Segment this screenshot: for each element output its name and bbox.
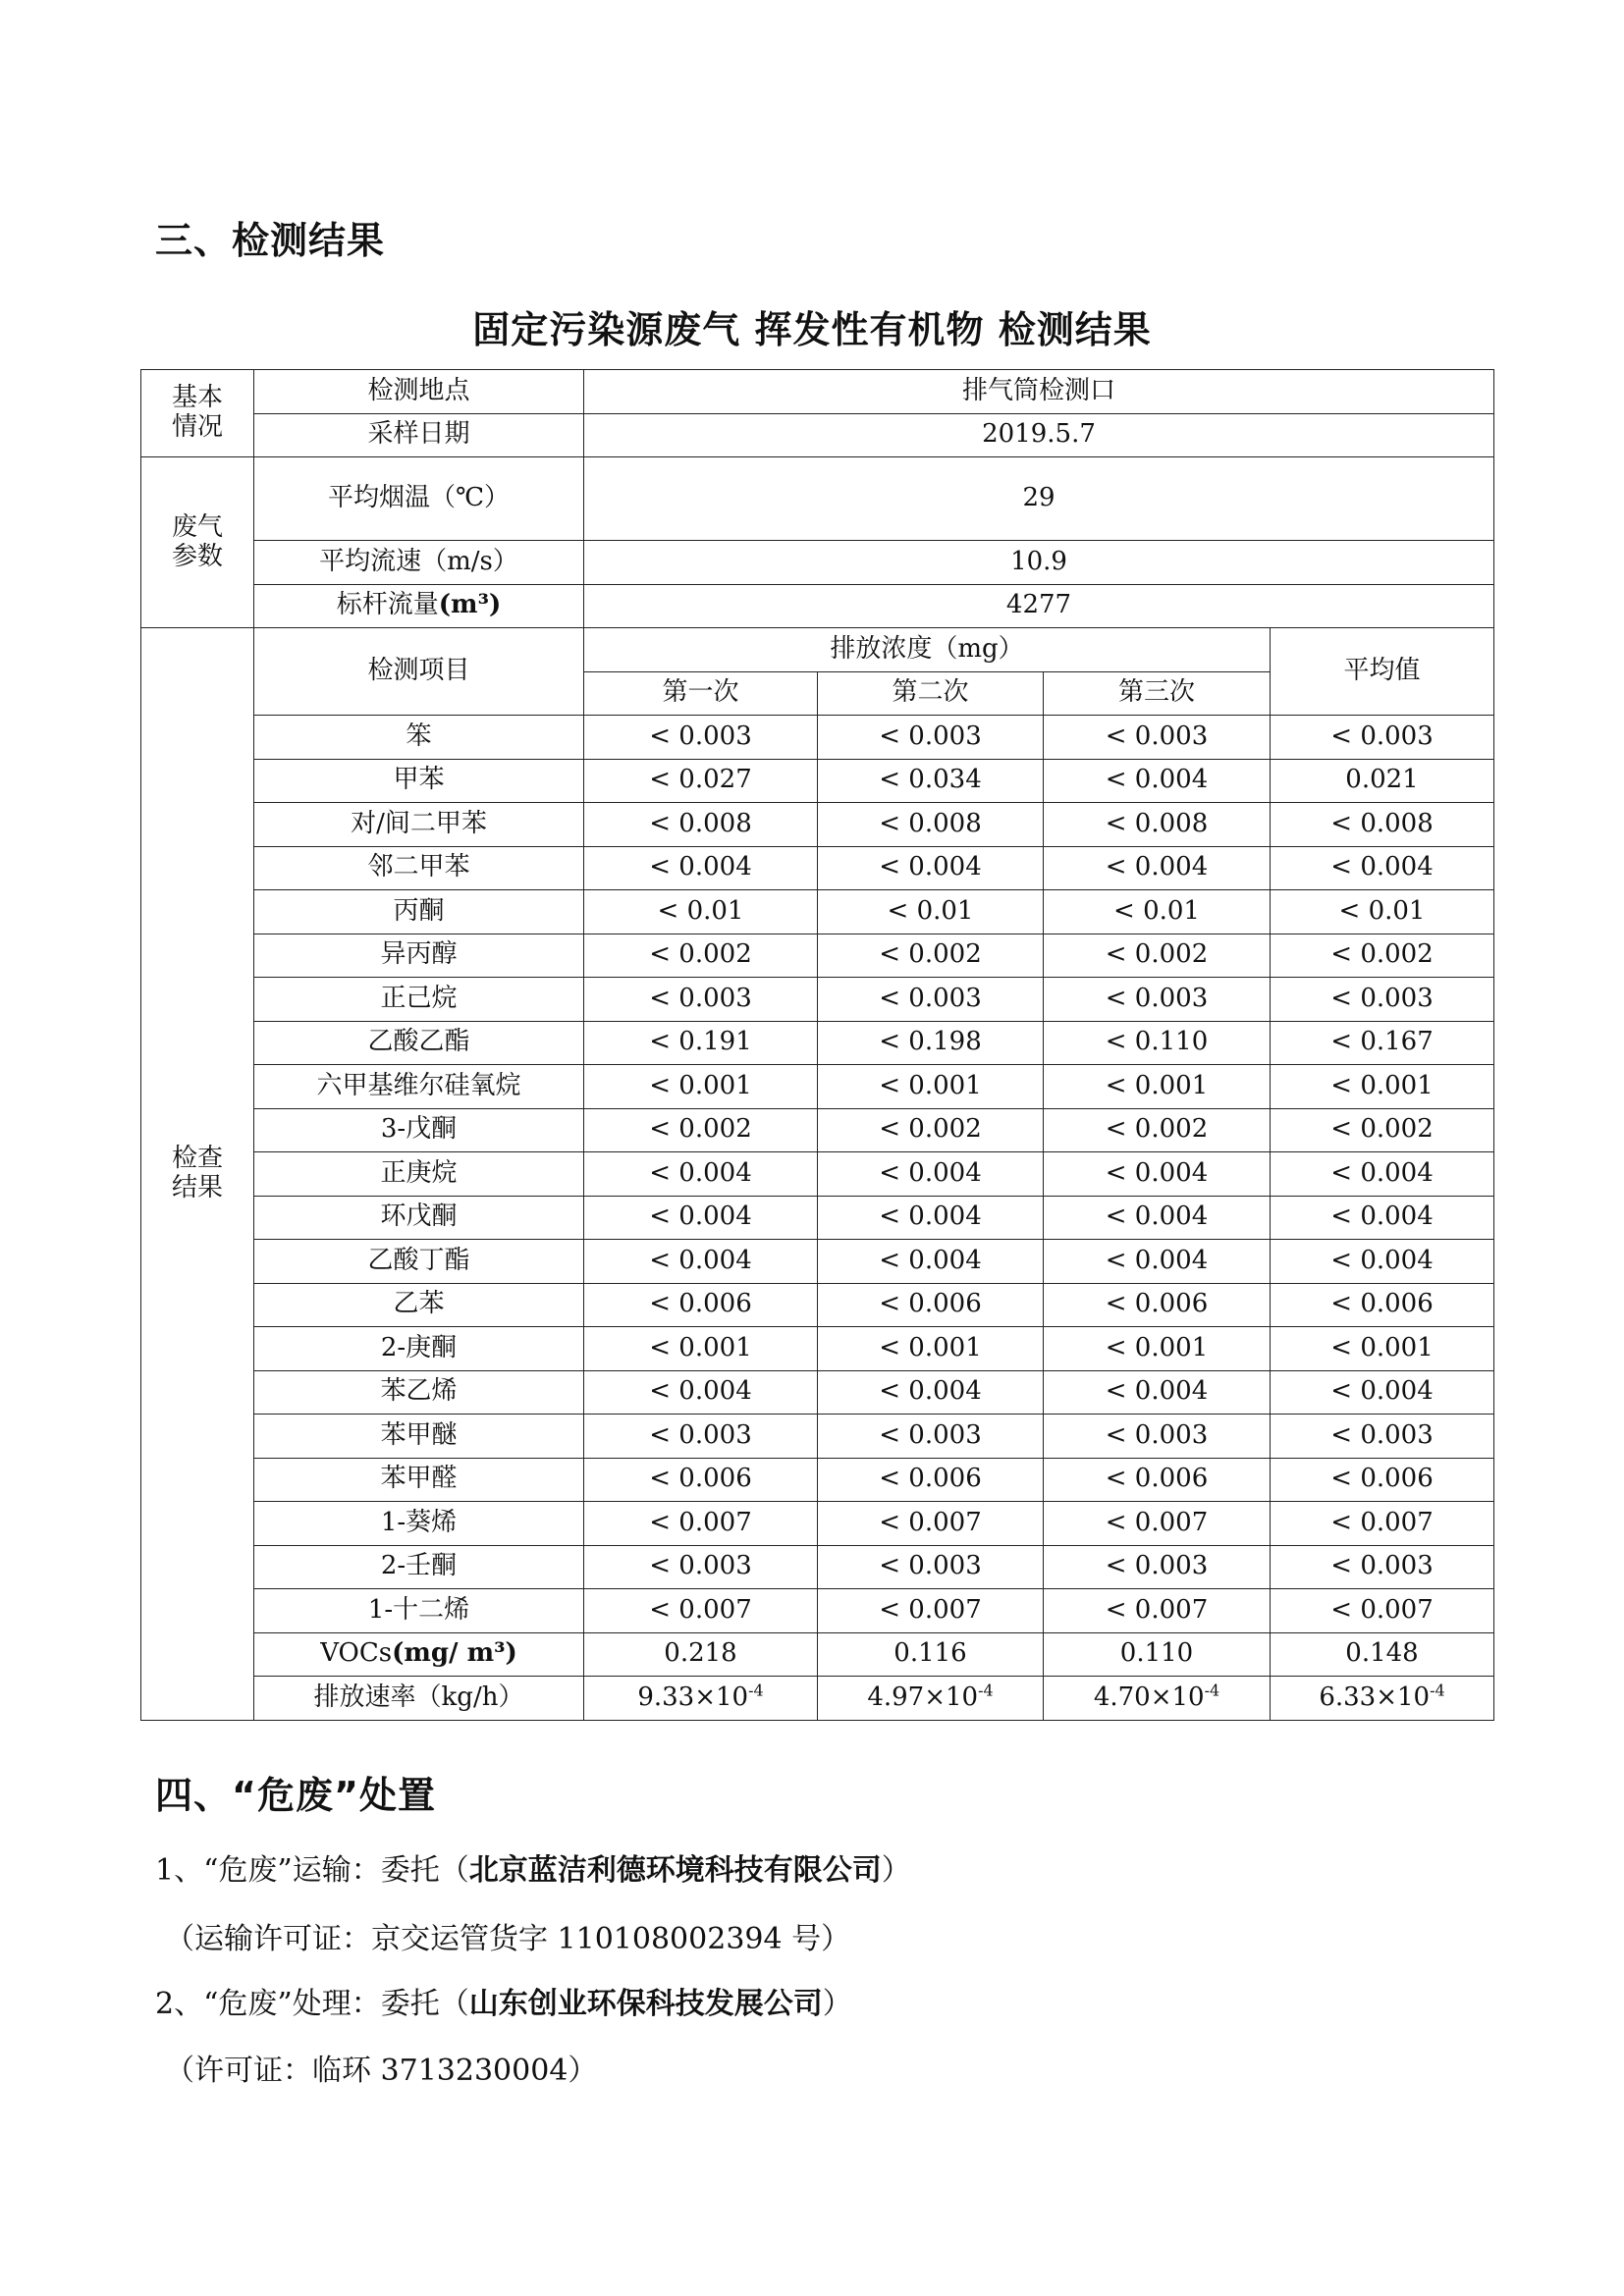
flow-label-unit: (m³) — [438, 590, 502, 620]
rate-mantissa: 9.33×10 — [637, 1682, 749, 1712]
table-row — [141, 978, 1494, 1022]
run-value: 0.218 — [584, 1632, 818, 1677]
table-row — [141, 1283, 1494, 1327]
average-value: < 0.003 — [1271, 978, 1494, 1022]
run-value: < 0.034 — [818, 759, 1044, 803]
process-company: 山东创业环保科技发展公司 — [468, 1987, 823, 2021]
run-value: < 0.003 — [1044, 716, 1271, 760]
vocs-label-unit: (mg/ m³) — [392, 1638, 517, 1669]
run-value: < 0.01 — [818, 890, 1044, 934]
transport-prefix: 1、“危废”运输：委托（ — [155, 1853, 469, 1888]
table-row — [141, 413, 1494, 457]
row-value: 29 — [584, 457, 1494, 541]
table-row — [141, 1632, 1494, 1677]
item-name: 乙酸丁酯 — [254, 1240, 584, 1284]
run-value: < 0.007 — [1044, 1502, 1271, 1546]
item-name: 乙苯 — [254, 1283, 584, 1327]
item-name: 2-壬酮 — [254, 1545, 584, 1589]
item-name: 苯乙烯 — [254, 1370, 584, 1415]
row-value: 10.9 — [584, 541, 1494, 585]
run-value: < 0.003 — [1044, 1545, 1271, 1589]
run-value: < 0.007 — [584, 1589, 818, 1633]
table-row — [141, 759, 1494, 803]
run-value: < 0.002 — [1044, 1108, 1271, 1152]
table-row — [141, 1196, 1494, 1240]
table-row — [141, 1065, 1494, 1109]
run-value: < 0.002 — [584, 1108, 818, 1152]
group-label-results: 检查 结果 — [141, 628, 254, 1721]
run-value: < 0.003 — [584, 978, 818, 1022]
run-value: < 0.003 — [584, 1545, 818, 1589]
run-value: < 0.003 — [818, 978, 1044, 1022]
run-value: < 0.004 — [818, 1370, 1044, 1415]
run-value: < 0.003 — [818, 716, 1044, 760]
table-row — [141, 457, 1494, 541]
table-row — [141, 370, 1494, 414]
average-value: < 0.004 — [1271, 1196, 1494, 1240]
run-value: < 0.001 — [1044, 1065, 1271, 1109]
table-row — [141, 1240, 1494, 1284]
run-value: < 0.004 — [584, 1152, 818, 1197]
run-value: < 0.004 — [584, 1196, 818, 1240]
item-name: 1-葵烯 — [254, 1502, 584, 1546]
run-value: < 0.004 — [1044, 846, 1271, 890]
table-row — [141, 803, 1494, 847]
item-name: 异丙醇 — [254, 934, 584, 978]
row-label: 检测地点 — [254, 370, 584, 414]
run-value: < 0.004 — [1044, 1196, 1271, 1240]
average-value: 0.148 — [1271, 1632, 1494, 1677]
table-row — [141, 1458, 1494, 1502]
table-row — [141, 890, 1494, 934]
run-value: < 0.007 — [584, 1502, 818, 1546]
run-value: < 0.003 — [584, 1415, 818, 1459]
table-row — [141, 1502, 1494, 1546]
item-name: 笨 — [254, 716, 584, 760]
flow-label-text: 标杆流量 — [336, 590, 439, 620]
column-header-average: 平均值 — [1271, 628, 1494, 716]
average-value: < 0.003 — [1271, 716, 1494, 760]
rate-mantissa: 6.33×10 — [1319, 1682, 1431, 1712]
section-heading-results: 三、检测结果 — [155, 219, 386, 262]
item-name: 乙酸乙酯 — [254, 1021, 584, 1065]
item-name: 正己烷 — [254, 978, 584, 1022]
table-row — [141, 716, 1494, 760]
item-name: 对/间二甲苯 — [254, 803, 584, 847]
average-value: < 0.004 — [1271, 1370, 1494, 1415]
transport-company: 北京蓝洁利德环境科技有限公司 — [468, 1853, 882, 1888]
run-value: < 0.027 — [584, 759, 818, 803]
results-table — [140, 369, 1494, 1721]
average-value: < 0.167 — [1271, 1021, 1494, 1065]
run-value: < 0.003 — [1044, 978, 1271, 1022]
run-value: < 0.006 — [818, 1283, 1044, 1327]
run-value: 0.116 — [818, 1632, 1044, 1677]
table-row — [141, 1677, 1494, 1721]
average-value: < 0.006 — [1271, 1458, 1494, 1502]
row-value: 4277 — [584, 584, 1494, 628]
run-value: < 0.007 — [818, 1589, 1044, 1633]
column-header-run: 第三次 — [1044, 671, 1271, 716]
table-row — [141, 1108, 1494, 1152]
item-name: 正庚烷 — [254, 1152, 584, 1197]
column-header-run: 第二次 — [818, 671, 1044, 716]
average-value: < 0.01 — [1271, 890, 1494, 934]
vocs-label — [254, 1632, 584, 1677]
group-label-basic: 基本 情况 — [141, 370, 254, 457]
run-value: < 0.01 — [1044, 890, 1271, 934]
table-row — [141, 584, 1494, 628]
rate-value — [818, 1677, 1044, 1721]
column-header-run: 第一次 — [584, 671, 818, 716]
run-value: < 0.007 — [1044, 1589, 1271, 1633]
run-value: < 0.001 — [584, 1065, 818, 1109]
row-label — [254, 584, 584, 628]
run-value: < 0.004 — [818, 1152, 1044, 1197]
section-heading-disposal: 四、“危废”处置 — [155, 1774, 436, 1817]
rate-exponent: -4 — [748, 1681, 764, 1700]
item-name: 3-戊酮 — [254, 1108, 584, 1152]
average-value: < 0.001 — [1271, 1065, 1494, 1109]
average-value: < 0.002 — [1271, 934, 1494, 978]
item-name: 苯甲醛 — [254, 1458, 584, 1502]
run-value: < 0.001 — [818, 1327, 1044, 1371]
average-value: < 0.002 — [1271, 1108, 1494, 1152]
run-value: < 0.006 — [1044, 1283, 1271, 1327]
run-value: < 0.004 — [818, 846, 1044, 890]
average-value: < 0.003 — [1271, 1545, 1494, 1589]
run-value: < 0.006 — [584, 1283, 818, 1327]
process-line — [155, 1979, 852, 2022]
table-row — [141, 1545, 1494, 1589]
average-value: < 0.008 — [1271, 803, 1494, 847]
run-value: < 0.007 — [818, 1502, 1044, 1546]
table-row — [141, 846, 1494, 890]
average-value: < 0.004 — [1271, 1240, 1494, 1284]
run-value: < 0.002 — [584, 934, 818, 978]
run-value: < 0.004 — [1044, 1240, 1271, 1284]
run-value: < 0.004 — [1044, 1152, 1271, 1197]
average-value: 0.021 — [1271, 759, 1494, 803]
rate-label: 排放速率（kg/h） — [254, 1677, 584, 1721]
rate-value — [1044, 1677, 1271, 1721]
table-header-row — [141, 628, 1494, 672]
rate-exponent: -4 — [978, 1681, 994, 1700]
average-value: < 0.003 — [1271, 1415, 1494, 1459]
table-row — [141, 1370, 1494, 1415]
table-row — [141, 1589, 1494, 1633]
average-value: < 0.004 — [1271, 1152, 1494, 1197]
run-value: 0.110 — [1044, 1632, 1271, 1677]
run-value: < 0.006 — [1044, 1458, 1271, 1502]
rate-exponent: -4 — [1430, 1681, 1445, 1700]
group-label-gas: 废气 参数 — [141, 457, 254, 628]
run-value: < 0.004 — [1044, 1370, 1271, 1415]
row-value: 排气筒检测口 — [584, 370, 1494, 414]
run-value: < 0.002 — [818, 934, 1044, 978]
run-value: < 0.008 — [1044, 803, 1271, 847]
item-name: 1-十二烯 — [254, 1589, 584, 1633]
table-title: 固定污染源废气 挥发性有机物 检测结果 — [472, 308, 1152, 351]
table-row — [141, 934, 1494, 978]
run-value: < 0.198 — [818, 1021, 1044, 1065]
row-value: 2019.5.7 — [584, 413, 1494, 457]
run-value: < 0.110 — [1044, 1021, 1271, 1065]
table-row — [141, 541, 1494, 585]
item-name: 甲苯 — [254, 759, 584, 803]
item-name: 六甲基维尔硅氧烷 — [254, 1065, 584, 1109]
run-value: < 0.002 — [818, 1108, 1044, 1152]
transport-line — [155, 1845, 911, 1889]
row-label: 平均烟温（℃） — [254, 457, 584, 541]
table-row — [141, 1327, 1494, 1371]
process-prefix: 2、“危废”处理：委托（ — [155, 1987, 469, 2021]
transport-suffix: ） — [881, 1853, 911, 1888]
rate-average — [1271, 1677, 1494, 1721]
run-value: < 0.008 — [584, 803, 818, 847]
item-name: 苯甲醚 — [254, 1415, 584, 1459]
item-name: 丙酮 — [254, 890, 584, 934]
average-value: < 0.007 — [1271, 1502, 1494, 1546]
run-value: < 0.004 — [1044, 759, 1271, 803]
run-value: < 0.004 — [584, 1370, 818, 1415]
run-value: < 0.001 — [1044, 1327, 1271, 1371]
run-value: < 0.006 — [818, 1458, 1044, 1502]
row-label: 采样日期 — [254, 413, 584, 457]
run-value: < 0.003 — [818, 1545, 1044, 1589]
rate-mantissa: 4.97×10 — [867, 1682, 979, 1712]
vocs-label-text: VOCs — [320, 1638, 393, 1669]
rate-value — [584, 1677, 818, 1721]
run-value: < 0.001 — [818, 1065, 1044, 1109]
run-value: < 0.004 — [818, 1196, 1044, 1240]
run-value: < 0.004 — [818, 1240, 1044, 1284]
average-value: < 0.007 — [1271, 1589, 1494, 1633]
run-value: < 0.008 — [818, 803, 1044, 847]
average-value: < 0.004 — [1271, 846, 1494, 890]
item-name: 邻二甲苯 — [254, 846, 584, 890]
run-value: < 0.003 — [818, 1415, 1044, 1459]
run-value: < 0.004 — [584, 846, 818, 890]
rate-exponent: -4 — [1204, 1681, 1220, 1700]
run-value: < 0.003 — [1044, 1415, 1271, 1459]
table-row — [141, 1152, 1494, 1197]
run-value: < 0.002 — [1044, 934, 1271, 978]
run-value: < 0.01 — [584, 890, 818, 934]
run-value: < 0.006 — [584, 1458, 818, 1502]
table-row — [141, 1021, 1494, 1065]
transport-license: （运输许可证：京交运管货字 110108002394 号） — [165, 1922, 851, 1956]
item-name: 2-庚酮 — [254, 1327, 584, 1371]
run-value: < 0.003 — [584, 716, 818, 760]
rate-mantissa: 4.70×10 — [1093, 1682, 1205, 1712]
average-value: < 0.001 — [1271, 1327, 1494, 1371]
run-value: < 0.004 — [584, 1240, 818, 1284]
table-row — [141, 1415, 1494, 1459]
column-header-concentration: 排放浓度（mg） — [584, 628, 1271, 672]
row-label: 平均流速（m/s） — [254, 541, 584, 585]
process-license: （许可证：临环 3713230004） — [165, 2054, 598, 2088]
column-header-item: 检测项目 — [254, 628, 584, 716]
run-value: < 0.001 — [584, 1327, 818, 1371]
run-value: < 0.191 — [584, 1021, 818, 1065]
item-name: 环戊酮 — [254, 1196, 584, 1240]
process-suffix: ） — [822, 1987, 852, 2021]
average-value: < 0.006 — [1271, 1283, 1494, 1327]
